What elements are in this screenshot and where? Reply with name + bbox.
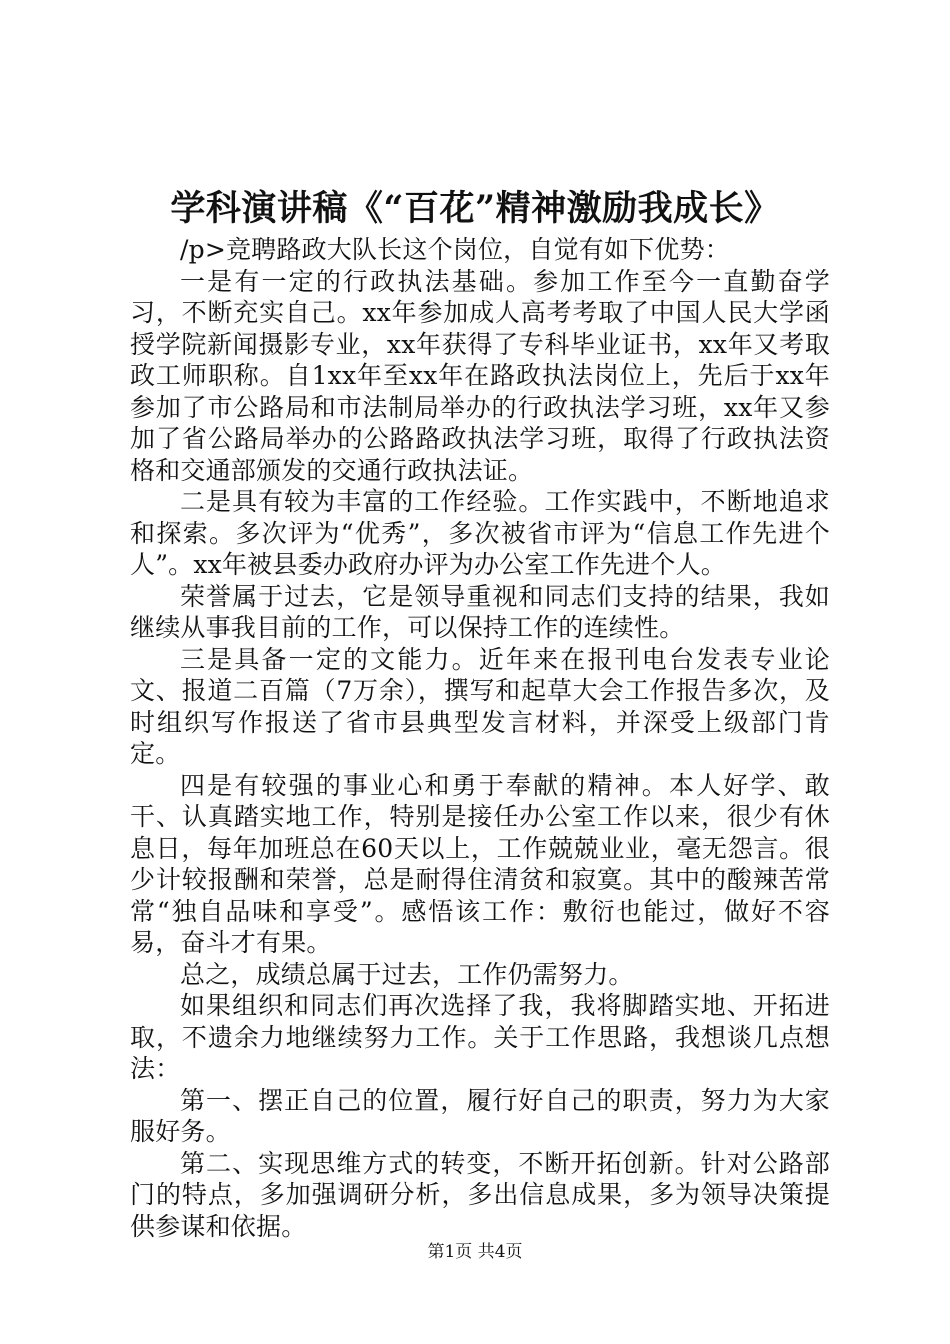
paragraph-advantage-1: 一是有一定的行政执法基础。参加工作至今一直勤奋学习，不断充实自己。xx年参加成人高考考取了中国人民大学函授学院新闻摄影专业，xx年获得了专科毕业证书，xx年又考取政工师职称。自1xx年至xx年在路政执法岗位上，先后于xx年参加了市公路局和市法制局举办的行政执法学习班，xx年又参加了省公路局举办的公路路政执法学习班，取得了行政执法资格和交通部颁发的交通行政执法证。 bbox=[130, 266, 830, 485]
paragraph-point-2: 第二、实现思维方式的转变，不断开拓创新。针对公路部门的特点，多加强调研分析，多出信息成果，多为领导决策提供参谋和依据。 bbox=[130, 1148, 830, 1241]
document-body bbox=[130, 234, 830, 1242]
document-title: 学科演讲稿《“百花”精神激励我成长》 bbox=[170, 188, 780, 229]
paragraph-advantage-2: 二是具有较为丰富的工作经验。工作实践中，不断地追求和探索。多次评为“优秀”，多次被省市评为“信息工作先进个人”。xx年被县委办政府办评为办公室工作先进个人。 bbox=[130, 487, 830, 579]
paragraph-summary: 总之，成绩总属于过去，工作仍需努力。 bbox=[180, 959, 634, 989]
paragraph-intro: /p>竞聘路政大队长这个岗位，自觉有如下优势： bbox=[180, 235, 730, 264]
paragraph-advantage-3: 三是具备一定的文能力。近年来在报刊电台发表专业论文、报道二百篇（7万余），撰写和起草大会工作报告多次，及时组织写作报送了省市县典型发言材料，并深受上级部门肯定。 bbox=[130, 644, 830, 768]
paragraph-advantage-4: 四是有较强的事业心和勇于奉献的精神。本人好学、敢干、认真踏实地工作，特别是接任办公室工作以来，很少有休息日，每年加班总在60天以上，工作兢兢业业，毫无怨言。很少计较报酬和荣誉，总是耐得住清贫和寂寞。其中的酸辣苦常常“独自品味和享受”。感悟该工作：敷衍也能过，做好不容易，奋斗才有果。 bbox=[130, 770, 830, 957]
paragraph-point-1: 第一、摆正自己的位置，履行好自己的职责，努力为大家服好务。 bbox=[130, 1085, 830, 1146]
paragraph-plan: 如果组织和同志们再次选择了我，我将脚踏实地、开拓进取，不遗余力地继续努力工作。关于工作思路，我想谈几点想法： bbox=[130, 991, 830, 1083]
page-number: 第1页 共4页 bbox=[427, 1242, 523, 1262]
paragraph-honor: 荣誉属于过去，它是领导重视和同志们支持的结果，我如继续从事我目前的工作，可以保持工作的连续性。 bbox=[130, 581, 830, 642]
